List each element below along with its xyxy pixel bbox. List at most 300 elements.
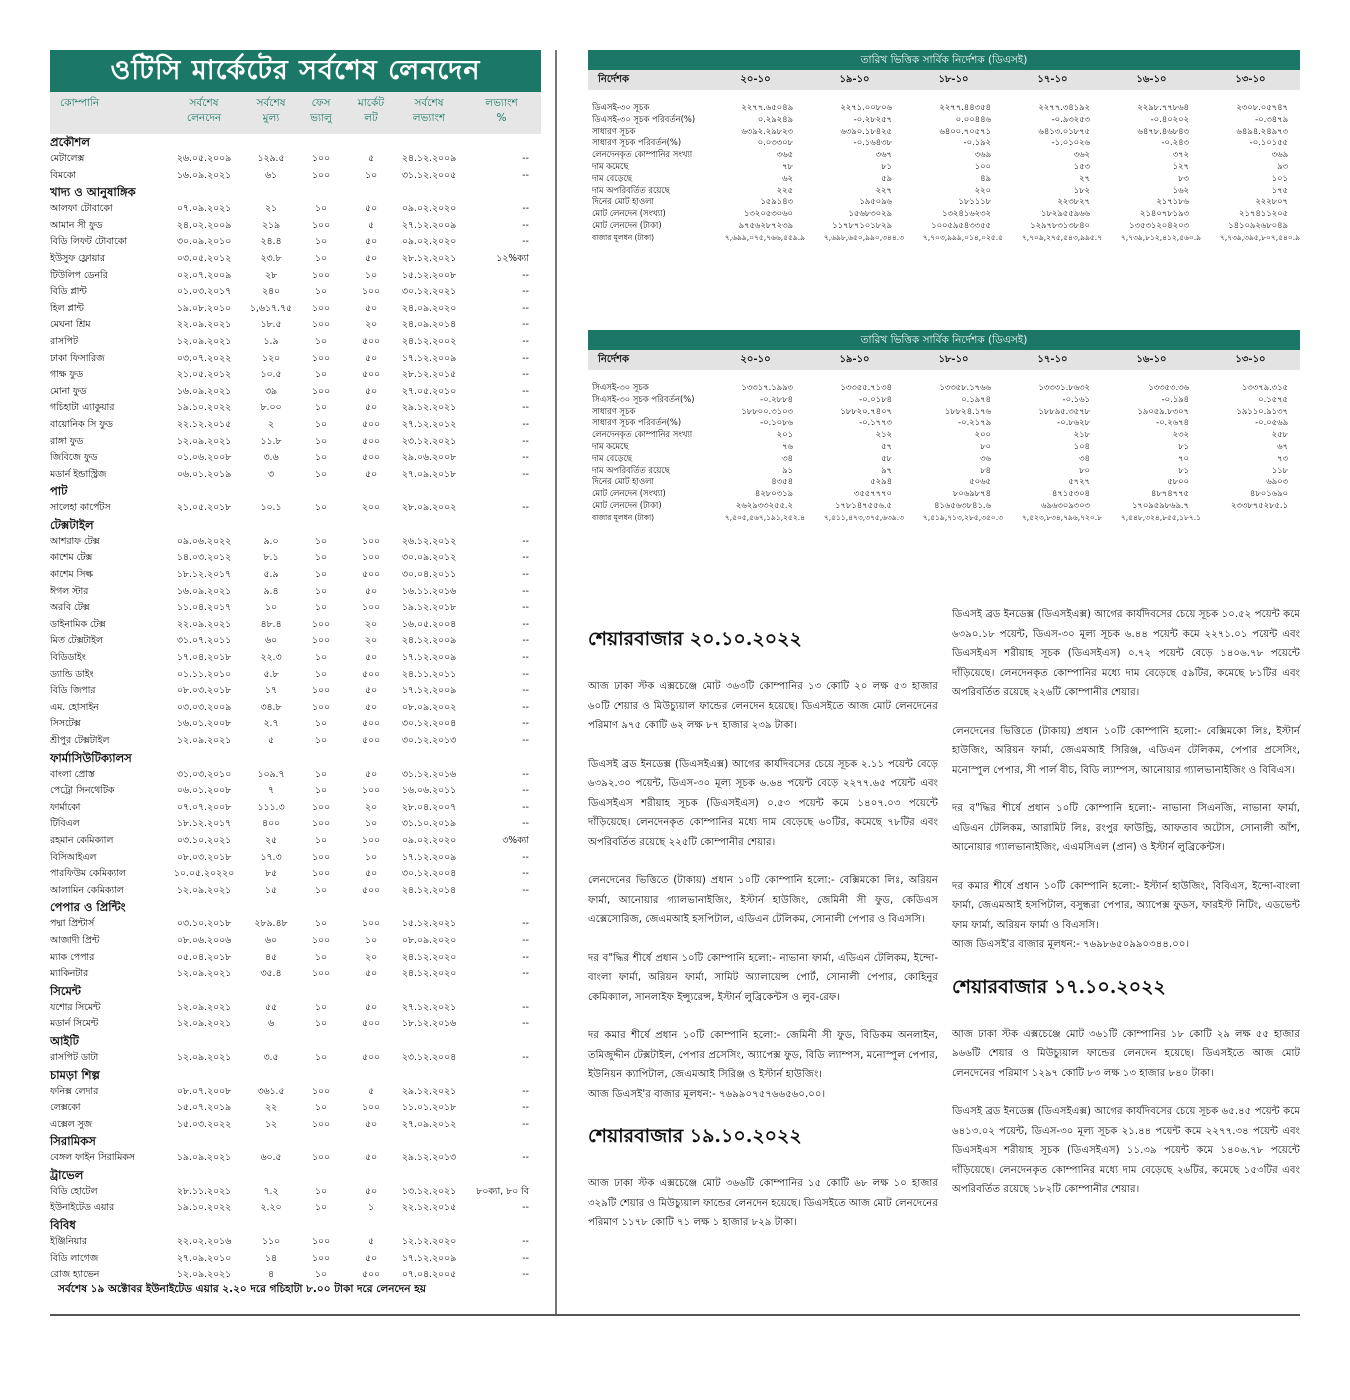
table-cell: ৪: [267, 1269, 275, 1281]
table-cell: ৫০০: [361, 569, 381, 581]
table-cell: ১০০: [311, 1118, 331, 1130]
table-cell: ১৩৫৩১২০৪২০৩: [1129, 219, 1189, 230]
table-cell: ১৭.৩: [260, 851, 282, 863]
table-row: [588, 208, 1300, 220]
table-cell: ম্যাক পেপার: [50, 951, 95, 963]
table-cell: --: [522, 618, 529, 630]
table-row: [50, 683, 541, 700]
table-row: [588, 161, 1300, 173]
table-row: [588, 465, 1300, 477]
table-cell: ৫৭২৭: [1068, 476, 1090, 487]
table-row: [50, 833, 541, 850]
index-header-cell: নির্দেশক: [598, 354, 630, 365]
table-cell: ২১৪০৭৮১৯৩: [1140, 208, 1189, 219]
table-cell: ১৮.১২.২০১৭: [176, 818, 232, 830]
table-cell: ৩৬৫: [776, 149, 793, 160]
table-cell: ২৮.০৪.২০০৭: [401, 801, 457, 813]
table-cell: ৩৪: [782, 452, 793, 463]
table-row: [588, 173, 1300, 185]
table-cell: ৫০: [364, 585, 378, 597]
table-cell: ৩৬২: [1073, 149, 1090, 160]
index-table-header: [588, 350, 1300, 370]
table-cell: --: [522, 1252, 529, 1264]
table-cell: --: [522, 552, 529, 564]
article-19-para-1: আজ ঢাকা স্টক এক্সচেঞ্জে মোট ৩৬৬টি কোম্পানির ১৫ কোটি ৬৮ লক্ষ ১০ হাজার ৩২৯টি শেয়ার ও মিউচ্যুয়াল ফান্ডের লেনদেন হয়েছে। ডিএসইতে আজ মোট লেনদেনের পরিমাণ ১১৭৮ কোটি ৭১ লক্ষ ১ হাজার ৮২৯ টাকা।: [588, 1178, 938, 1228]
table-cell: ১০০: [311, 618, 331, 630]
table-cell: --: [522, 884, 529, 896]
table-cell: ১০: [314, 452, 328, 464]
table-cell: ১০: [314, 1269, 328, 1281]
table-cell: ২৪.১২.২০২০: [401, 951, 457, 963]
table-cell: ১০০: [361, 785, 381, 797]
article-20-para-1: আজ ঢাকা স্টক এক্সচেঞ্জে মোট ৩৬৩টি কোম্পানির ১৩ কোটি ২০ লক্ষ ৫৩ হাজার ৬০টি শেয়ার ও মিউচ্যুয়াল ফান্ডের লেনদেন হয়েছে। ডিএসইতে আজ মোট লেনদেনের পরিমাণ ৯৭৫ কোটি ৬২ লক্ষ ৮৭ হাজার ২৩৯ টাকা।: [588, 681, 938, 731]
table-cell: ১৭.১২.২০০৯: [401, 851, 457, 863]
table-cell: ১৭৮১৪৭৫৫৬.৫: [834, 499, 892, 510]
table-cell: ২০: [364, 319, 378, 331]
right-para-2: লেনদেনের ভিত্তিতে (টাকায়) প্রধান ১০টি কোম্পানি হলো:- বেক্সিমকো লিঃ, ইস্টার্ন হাউজিং, অরিয়ন ফার্মা, জেএমআই সিরিঞ্জ, এডিএন টেলিকম, পেপার প্রসেসিং, মনোস্পুল পেপার, সী পার্ল বীচ, বিডি ল্যাম্পস, আনোয়ার গ্যালভানাইজিং ও বিবিএস।: [952, 725, 1300, 776]
table-cell: ১০: [364, 269, 378, 281]
table-cell: ১৭.০৪.২০১৮: [176, 652, 232, 664]
table-cell: --: [522, 668, 529, 680]
table-cell: ১০: [314, 602, 328, 614]
table-row: [50, 218, 541, 235]
table-cell: ৫.৮: [263, 668, 279, 680]
table-cell: ৩: [267, 468, 275, 480]
table-cell: ১৯.১২.২০১৮: [401, 602, 457, 614]
table-row: [588, 441, 1300, 453]
table-cell: ৫০: [364, 402, 378, 414]
index-row-label: দাম অপরিবর্তিত রয়েছে: [592, 184, 670, 195]
table-cell: -০.২১৭৯: [958, 417, 991, 428]
table-cell: ২২.৩: [260, 652, 282, 664]
table-cell: ০৯.০৬.২০২২: [176, 535, 232, 547]
table-cell: ১৬.০৬.২০১১: [401, 785, 457, 797]
table-cell: --: [522, 918, 529, 930]
table-cell: ১০০: [311, 302, 331, 314]
table-cell: ১০১: [1271, 172, 1288, 183]
table-cell: ৩০.১২.২০০৪: [401, 718, 457, 730]
table-row: [50, 584, 541, 601]
table-cell: ১৮২৯৫৫৯৬৬: [1041, 208, 1090, 219]
table-cell: ৩০.১২.২০০৪: [401, 868, 457, 880]
table-cell: ১৯৫০৯৬: [859, 196, 892, 207]
article-20-10: [588, 625, 938, 1252]
table-cell: মডার্ন ইন্ডাস্ট্রিজ: [50, 468, 107, 480]
index-header-cell: ১৯-১০: [839, 74, 870, 85]
table-cell: শ্রীপুর টেক্সটাইল: [50, 735, 110, 746]
table-cell: ১৯০৫৯.৮৩০৭: [1137, 405, 1189, 416]
index-row-label: ডিএসই-৩০ সূচক: [592, 102, 650, 112]
table-cell: পারফিউম কেমিক্যাল: [50, 868, 126, 880]
index-row-label: দিনের মোট হাওলা: [592, 476, 654, 487]
table-cell: ১৭: [264, 685, 278, 697]
table-cell: ১১.০১.২০১৮: [401, 1102, 457, 1114]
table-cell: ১০: [314, 468, 328, 480]
table-cell: সালেহা কার্পেটস: [50, 502, 111, 514]
table-cell: ৪৮.৪: [260, 618, 282, 630]
index-row-label: লেনদেনকৃত কোম্পানির সংখ্যা: [592, 429, 693, 440]
table-cell: ম্যাকিনটার: [50, 968, 89, 980]
table-cell: ২০: [364, 635, 378, 647]
table-row: [50, 1016, 541, 1033]
table-cell: ১৬.১১.২০১৬: [401, 585, 457, 597]
table-cell: ১০: [314, 535, 328, 547]
table-cell: ১০: [314, 1018, 328, 1030]
table-cell: ১৭.১২.২০০৯: [401, 652, 457, 664]
table-cell: ডাইনামিক টেক্স: [50, 618, 106, 630]
otc-header-line: মুল্য: [262, 112, 280, 124]
table-row: [50, 1234, 541, 1251]
table-cell: ২৯.১২.২০১৩: [401, 1152, 457, 1164]
table-row: [50, 467, 541, 484]
table-cell: --: [522, 818, 529, 830]
table-cell: ২১৯: [261, 219, 281, 231]
table-cell: ড্যান্ডি ডাইং: [50, 668, 94, 680]
table-cell: ২০: [364, 951, 378, 963]
table-cell: বায়োনিক সি ফুড: [50, 418, 113, 430]
table-cell: -০.০১৮৪: [859, 393, 892, 404]
index-row-label: মোট লেনদেন (টাকা): [592, 499, 662, 510]
table-cell: ০৭.০৭.২০০৮: [176, 801, 232, 813]
table-cell: ৩৫৫৭৭৭০: [853, 488, 892, 499]
table-cell: -১.০১০২৬: [1051, 137, 1090, 148]
table-cell: ১৪: [264, 1252, 278, 1264]
table-cell: ১২: [264, 1118, 278, 1130]
otc-header-cell: [246, 96, 296, 134]
table-cell: ১০০: [974, 160, 991, 171]
table-cell: ১০: [314, 735, 328, 746]
table-cell: ১৩২০৫৩০৬০: [744, 208, 793, 219]
table-cell: ৫০০: [361, 1051, 381, 1063]
table-cell: ৫০: [364, 1252, 378, 1264]
table-cell: --: [522, 319, 529, 331]
table-row: [50, 500, 541, 517]
table-cell: ০.১৯৭৪: [961, 393, 991, 404]
table-cell: ২২৭: [875, 184, 892, 195]
otc-header-line: লভ্যাংশ: [412, 112, 446, 124]
table-cell: ২৫: [264, 834, 278, 846]
table-cell: ৩৪: [1079, 452, 1090, 463]
table-cell: ৫: [367, 1085, 375, 1097]
table-cell: ১০.৫: [260, 369, 282, 381]
table-cell: ১৭৫: [1271, 184, 1288, 195]
table-cell: --: [522, 369, 529, 381]
table-cell: বিডি লিফট টোবাকো: [50, 236, 128, 248]
table-cell: --: [522, 701, 529, 713]
table-cell: ১০০: [311, 868, 331, 880]
table-cell: --: [522, 569, 529, 581]
table-cell: ১০: [364, 851, 378, 863]
table-row: [50, 417, 541, 434]
table-cell: ১৪.০৩.২০১২: [176, 552, 232, 564]
index-header-cell: ১৬-১০: [1136, 74, 1167, 85]
table-cell: --: [522, 435, 529, 447]
table-cell: ১০: [314, 652, 328, 664]
table-cell: -০.২৪৩: [1161, 137, 1189, 148]
right-para-4: দর কমার শীর্ষে প্রধান ১০টি কোম্পানি হলো:- ইস্টার্ন হাউজিং, বিবিএস, ইন্দো-বাংলা ফার্মা, জেএমআই হসপিটাল, বসুন্ধরা পেপার, অ্যাপেক্স ফুডস, ফারইস্ট নিটিং, এডভেন্ট ফাম ফার্মা, অরিয়ন ফার্মা ও বিএসসি।: [952, 880, 1300, 931]
table-cell: টিবিএল: [50, 818, 80, 830]
table-cell: ১৮২: [1073, 184, 1090, 195]
index-header-cell: ১৮-১০: [938, 354, 969, 365]
table-row: [50, 334, 541, 351]
table-cell: -০.১৯২: [963, 137, 991, 148]
table-cell: ১১০: [261, 1236, 281, 1248]
table-cell: ০৫.০৪.২০১৮: [176, 951, 232, 963]
table-cell: ৭০: [1178, 452, 1189, 463]
table-cell: ৬০: [264, 635, 278, 647]
table-cell: ১৯.১০.২০২২: [176, 1202, 232, 1214]
table-cell: ১০০: [361, 1102, 381, 1114]
table-cell: ২৪০: [261, 286, 281, 298]
table-cell: ২৮.০৯.২০০২: [401, 502, 457, 514]
table-cell: ৭,৬৯৮,৬৫০,৯৯০,৩৪৪.৩: [823, 232, 904, 242]
table-cell: ৫: [367, 1236, 375, 1248]
table-cell: ৭,৫১১,৪৭৩,৩৭৫,৬৩৯.৩: [823, 512, 904, 522]
table-cell: ০.১৫৭৫: [1258, 393, 1288, 404]
table-cell: ৫০০: [361, 735, 381, 746]
table-cell: বিডি জিপার: [50, 685, 96, 697]
table-cell: ১০: [314, 785, 328, 797]
table-row: [50, 617, 541, 634]
table-cell: বিডি প্লান্ট: [50, 286, 87, 298]
table-cell: মেঘনা শ্রিম: [50, 319, 91, 331]
table-cell: ৩৯: [264, 385, 278, 397]
table-cell: ০৩.১০.২০২১: [176, 834, 232, 846]
table-cell: ৬: [267, 1018, 275, 1030]
table-cell: ১০০: [311, 1252, 331, 1264]
table-cell: ৬৪১৩.০১৮৭৫: [1038, 125, 1090, 136]
table-cell: ২৬.১২.২০১২: [401, 535, 457, 547]
table-cell: ২৪.৪: [260, 236, 282, 248]
table-cell: ১১৭৮৭১০১৮২৯: [832, 219, 892, 230]
table-cell: ৫: [367, 153, 375, 164]
table-cell: এম. হোসাইন: [50, 701, 99, 713]
table-cell: ১০০: [311, 635, 331, 647]
right-para-3: দর ব"দ্ধির শীর্ষে প্রধান ১০টি কোম্পানি হলো:- নাভানা সিএনজি, নাভানা ফার্মা, এডিএন টেলিকম, আরামিট লিঃ, রংপুর ফাউন্ড্রি, আফতাব অটোস, সোনালী আঁশ, আনোয়ার গ্যালভানাইজিং, এএমসিএল (প্রান) ও ইস্টার্ন লুব্রিকেন্টস।: [952, 803, 1300, 853]
table-cell: ১৮৮২৪.১৭৬: [944, 405, 991, 416]
table-cell: ১৩৩৫৫.৭১৩৪: [840, 382, 892, 392]
index-row-label: দাম কমেছে: [592, 440, 629, 451]
table-cell: ১৯.০৯.২০২১: [176, 1152, 232, 1164]
table-cell: ৯১: [782, 464, 793, 475]
right-para-5: আজ ডিএসই'র বাজার মূলধন:- ৭৬৯৮৬৫০৯৯০৩৪৪.০০।: [952, 939, 1190, 950]
otc-sector-heading: প্রকৌশল: [50, 135, 90, 149]
table-cell: ৯৭: [881, 464, 892, 475]
table-cell: ১০: [364, 169, 378, 181]
table-cell: ১১.০৪.২০১৭: [176, 602, 232, 614]
table-cell: বিডিডাইং: [50, 652, 86, 664]
table-cell: ৩৭২: [1172, 149, 1189, 160]
table-cell: ৭,৭০৯,২৭৫,৫৪৩,৯৯৫.৭: [1021, 232, 1102, 242]
index-row-label: দিনের মোট হাওলা: [592, 196, 654, 207]
article-19-title: শেয়ারবাজার ১৯.১০.২০২২: [588, 1125, 802, 1147]
table-cell: রোজ হ্যাভেন: [50, 1269, 100, 1281]
table-cell: ২৪.০২.২০০৯: [176, 219, 232, 231]
index-header-cell: ১৩-১০: [1235, 74, 1266, 85]
table-cell: ১০০: [361, 602, 381, 614]
table-cell: ৩৬: [980, 452, 991, 463]
table-cell: ২৭.১২.২০০৯: [401, 219, 457, 231]
table-cell: ৮০: [1079, 464, 1090, 475]
table-cell: ৩৬১.৫: [257, 1085, 285, 1097]
table-row: [50, 700, 541, 717]
table-cell: ৫.৯: [263, 569, 279, 581]
table-cell: ১৫৬৮৩০২৯: [848, 208, 892, 219]
table-cell: --: [522, 1269, 529, 1281]
table-cell: ১০০: [361, 552, 381, 564]
table-cell: ১৫: [264, 884, 278, 896]
table-row: [50, 168, 541, 185]
table-cell: ১০.০৫.২০২২০: [173, 868, 235, 880]
table-cell: --: [522, 203, 529, 215]
table-cell: ৪৫: [264, 951, 278, 963]
table-cell: ৪৯: [980, 172, 991, 183]
article-20-para-2: ডিএসই ব্রড ইনডেক্স (ডিএসইএক্স) আগের কার্যদিবসের চেয়ে সূচক ২.১১ পয়েন্ট বেড়ে ৬৩৯২.৩০ পয়েন্ট, ডিএস-৩০ মূল্য সূচক ৬.৬৪ পয়েন্ট বেড়ে ২২৭৭.৬৫ পয়েন্ট এবং ডিএসইএস শরীয়াহ সূচক (ডিএসইএস) ০.৫৩ পয়েন্ট কমে ১৪০৭.০৩ পয়েন্টে দাঁড়িয়েছে। লেনদেনকৃত কোম্পানির মধ্যে দাম বেড়েছে ৬০টির, কমেছে ৭৮টির এবং অপরিবর্তিত রয়েছে ২২৫টি কোম্পানীর শেয়ার।: [588, 758, 938, 848]
table-cell: ১২৭: [1172, 160, 1189, 171]
table-cell: ৭৩: [1277, 452, 1288, 463]
table-cell: --: [522, 153, 529, 164]
table-cell: ৫০: [364, 1118, 378, 1130]
index-row-label: বাজার মূলধন (টাকা): [592, 512, 655, 522]
otc-table-header: [50, 92, 541, 134]
table-cell: ২২.০৯.২০২১: [176, 319, 232, 331]
table-row: [50, 550, 541, 567]
otc-sector-heading: টেক্সটাইল: [50, 517, 94, 532]
table-cell: ২৯.১২.২০২১: [401, 1085, 457, 1097]
table-row: [50, 933, 541, 950]
table-cell: ২: [267, 418, 275, 430]
table-row: [588, 406, 1300, 418]
table-cell: ৫০০: [361, 718, 381, 730]
table-cell: ০১.০৬.২০০৮: [176, 452, 232, 464]
table-cell: --: [522, 418, 529, 430]
otc-header-line: সর্বশেষ: [189, 97, 219, 109]
table-row: [50, 384, 541, 401]
table-cell: ৩%ক্যা: [502, 834, 529, 846]
table-cell: --: [522, 1085, 529, 1097]
otc-sector-heading: খাদ্য ও আনুষাঙ্গিক: [50, 185, 136, 200]
table-cell: -০.২৬৭৪: [1156, 417, 1189, 428]
dsex-index-table: [588, 50, 1300, 244]
table-row: [50, 767, 541, 784]
table-cell: ১২.০৯.২০২১: [176, 1001, 232, 1013]
table-cell: ১২.০৯.২০২১: [176, 335, 232, 347]
table-cell: ১,৬১৭.৭৫: [249, 302, 293, 314]
table-cell: --: [522, 269, 529, 281]
table-cell: ২৮.১২.২০১৫: [401, 369, 457, 381]
table-cell: বেঙ্গল ফাইন সিরামিকস: [50, 1152, 135, 1164]
table-cell: -০.০৫৬৯: [1255, 417, 1288, 428]
table-cell: ২১৮: [1073, 429, 1090, 440]
table-cell: ৫০: [364, 468, 378, 480]
table-row: [588, 429, 1300, 441]
index-table-spacer: [588, 370, 1300, 382]
table-cell: ৫০০: [361, 335, 381, 347]
table-cell: --: [522, 934, 529, 946]
table-cell: আলফা টোবাকো: [50, 203, 113, 215]
table-cell: ৭.২: [263, 1185, 279, 1197]
table-cell: ৫০: [364, 968, 378, 980]
table-cell: ০৭.০৪.২০০৫: [401, 1269, 457, 1281]
table-cell: ৬৩৯২.২৯৮২৩: [741, 125, 793, 136]
table-cell: ১০০: [311, 801, 331, 813]
table-row: [50, 434, 541, 451]
table-cell: ১৮৮৯৫.৩৫৭৮: [1038, 405, 1090, 416]
table-cell: ৪৮৭৪৭৭৫: [1150, 488, 1189, 499]
table-row: [50, 1000, 541, 1017]
article-17-para-1: আজ ঢাকা স্টক এক্সচেঞ্জে মোট ৩৬১টি কোম্পানির ১৮ কোটি ২৯ লক্ষ ৫৫ হাজার ৯৬৬টি শেয়ার ও মিউচ্যুয়াল ফান্ডের লেনদেন হয়েছে। ডিএসইতে আজ মোট লেনদেনের পরিমাণ ১২৯৭ কোটি ৮৩ লক্ষ ১৩ হাজার ৮৪০ টাকা।: [952, 1028, 1300, 1079]
table-cell: ১৭.১২.২০০৯: [401, 352, 457, 364]
table-cell: ১০০: [311, 685, 331, 697]
index-header-cell: ২০-১০: [740, 74, 771, 85]
table-cell: ০.০৩৩০৮: [757, 137, 793, 148]
otc-header-cell: [462, 96, 541, 134]
otc-header-cell: [396, 96, 462, 134]
table-cell: --: [522, 685, 529, 697]
table-cell: মিত টেক্সটাইল: [50, 635, 103, 647]
table-cell: ঈগল স্টার: [50, 585, 89, 597]
otc-header-line: %: [496, 112, 507, 124]
table-cell: ১০০: [311, 385, 331, 397]
table-cell: মডার্ন সিমেন্ট: [50, 1018, 99, 1030]
table-cell: ২.২০: [260, 1202, 282, 1214]
table-cell: ৭৮: [782, 160, 793, 171]
index-header-cell: ১৬-১০: [1136, 354, 1167, 365]
table-cell: ৮৪: [980, 464, 991, 475]
table-cell: ৯৭৫৬২৮৭২৩৯: [738, 219, 793, 230]
otc-header-line: কোম্পানি: [60, 97, 100, 109]
right-para-1: ডিএসই ব্রড ইনডেক্স (ডিএসইএক্স) আগের কার্যদিবসের চেয়ে সূচক ১০.৫২ পয়েন্ট কমে ৬৩৯০.১৮ পয়েন্ট, ডিএস-৩০ মূল্য সূচক ৬.৪৪ পয়েন্ট কমে ২২৭১.০১ পয়েন্ট এবং ডিএসইএস শরীয়াহ সূচক (ডিএসইএস) ০.৭২ পয়েন্ট বেড়ে ১৪০৬.৭৮ পয়েন্টে দাঁড়িয়েছে। লেনদেনকৃত কোম্পানির মধ্যে দাম বেড়েছে ৫৯টির, কমেছে ৮১টির এবং অপরিবর্তিত রয়েছে ২২৬টি কোম্পানীর শেয়ার।: [952, 609, 1300, 698]
table-cell: ৬৭: [1277, 440, 1288, 451]
table-cell: ১০: [314, 203, 328, 215]
table-cell: ৩৬৯: [974, 149, 991, 160]
table-cell: ৫৮০০: [1167, 476, 1189, 487]
table-cell: ৫০: [364, 768, 378, 780]
index-header-cell: ১৯-১০: [839, 354, 870, 365]
table-row: [50, 1150, 541, 1167]
table-cell: ৭,৫২৩,৮৩৪,৭৯৬,৭২০.৮: [1021, 512, 1102, 522]
table-cell: ০৮.০৬.২০০৬: [176, 934, 232, 946]
table-row: [50, 850, 541, 867]
table-cell: ৫০: [364, 1001, 378, 1013]
table-cell: --: [522, 785, 529, 797]
otc-sector-heading: ফার্মাসিউটিক্যালস: [50, 750, 132, 765]
table-cell: আজাদী প্রিন্ট: [50, 934, 100, 946]
index-header-cell: নির্দেশক: [598, 74, 630, 85]
table-row: [50, 251, 541, 268]
table-cell: ১৩.১২.২০২১: [401, 1185, 457, 1197]
table-cell: -০.৪০২০২: [1150, 113, 1189, 124]
table-cell: ২৪.০৯.২০২০: [401, 302, 457, 314]
table-cell: ১০০: [361, 535, 381, 547]
table-cell: ১২.১২.২০২০: [401, 1236, 457, 1248]
table-cell: -০.৮৬২৮: [1057, 417, 1090, 428]
table-cell: ১৬.০৫.২০০৪: [401, 618, 457, 630]
table-cell: ২২৭১.০০৮০৬: [840, 102, 892, 112]
table-cell: ১৩৩৫৩.৩৬: [1148, 382, 1189, 392]
table-row: [588, 476, 1300, 488]
table-cell: ১০: [314, 435, 328, 447]
table-cell: ৫০০: [361, 1269, 381, 1281]
index-row-label: ডিএসই-৩০ সূচক পরিবর্তন(%): [592, 113, 696, 124]
otc-sector-heading: চামড়া শিল্প: [50, 1067, 100, 1082]
table-cell: কাশেম সিল্ক: [50, 569, 93, 581]
table-cell: ৭,৫০৫,৫৬৭,১৯১,২৫২.৪: [724, 512, 805, 522]
table-cell: ১৯.১০.২০২২: [176, 402, 232, 414]
table-cell: ২০: [364, 801, 378, 813]
table-cell: ২৪.১২.২০০২: [401, 335, 457, 347]
table-cell: ১০০: [311, 319, 331, 331]
